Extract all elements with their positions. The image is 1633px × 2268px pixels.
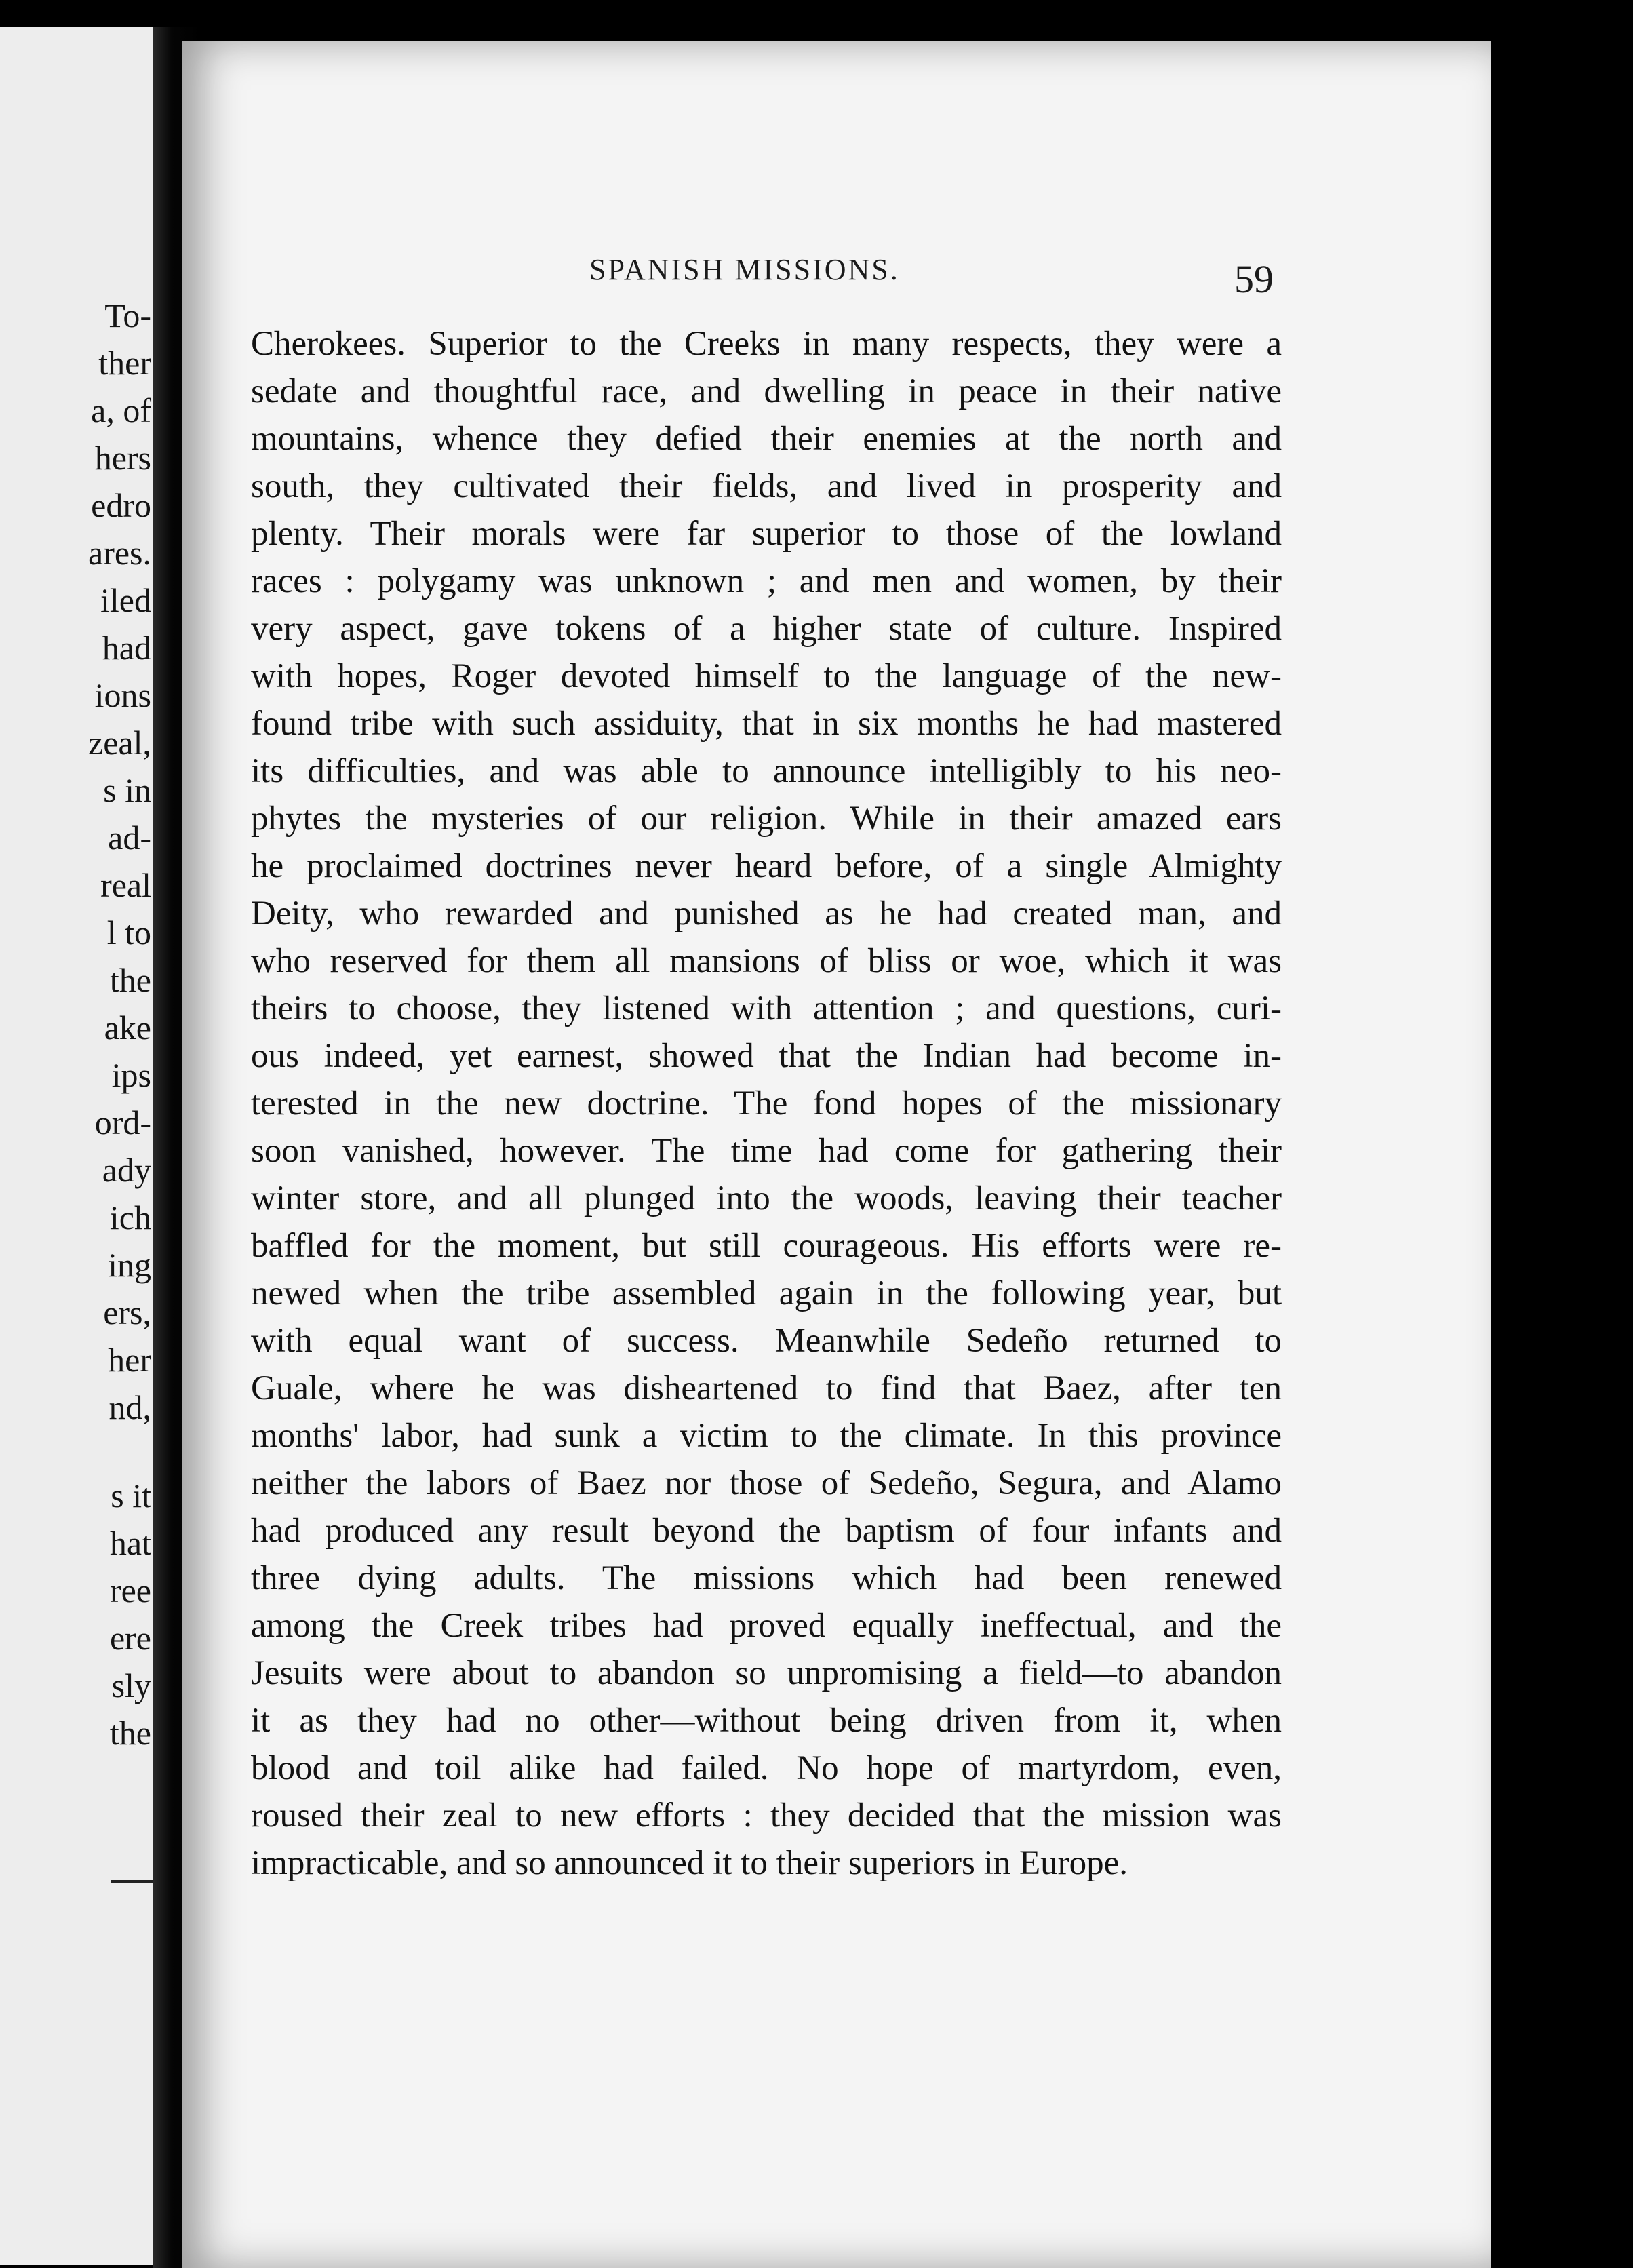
text-line: its difficulties, and was able to announce intelligibly to his neo- <box>251 752 1282 790</box>
prev-line: hat <box>109 1524 151 1562</box>
prev-line: s it <box>111 1477 151 1514</box>
prev-line: the <box>109 1714 151 1752</box>
text-line: baffled for the moment, but still courageous. His efforts were re- <box>251 1227 1282 1265</box>
page-number: 59 <box>1234 257 1274 301</box>
prev-line: ich <box>109 1198 151 1236</box>
text-line: very aspect, gave tokens of a higher state of culture. Inspired <box>251 610 1282 648</box>
prev-line: had <box>102 629 151 667</box>
prev-line: zeal, <box>88 724 151 762</box>
prev-line: nd, <box>109 1388 151 1426</box>
prev-line: ares. <box>88 534 151 572</box>
prev-line: ions <box>94 676 151 714</box>
prev-line: ady <box>102 1151 151 1189</box>
text-line: impracticable, and so announced it to their superiors in Europe. <box>251 1844 1128 1882</box>
text-line: three dying adults. The missions which had been renewed <box>251 1559 1282 1597</box>
text-line: neither the labors of Baez nor those of Sedeño, Segura, and Alamo <box>251 1464 1282 1502</box>
text-line: soon vanished, however. The time had come for gathering their <box>251 1132 1282 1170</box>
prev-line: her <box>108 1341 151 1379</box>
prev-line: the <box>109 961 151 999</box>
text-line: with hopes, Roger devoted himself to the language of the new- <box>251 657 1282 695</box>
text-line: he proclaimed doctrines never heard before, of a single Almighty <box>251 847 1282 885</box>
prev-line: ers, <box>103 1293 151 1331</box>
text-line: ous indeed, yet earnest, showed that the Indian had become in- <box>251 1037 1282 1075</box>
prev-line: hers <box>94 439 151 477</box>
prev-line: ake <box>104 1009 151 1047</box>
prev-line: ad- <box>108 819 151 857</box>
prev-line: edro <box>91 486 151 524</box>
text-line: phytes the mysteries of our religion. While in their amazed ears <box>251 800 1282 838</box>
prev-page-rule <box>111 1880 153 1883</box>
text-line: found tribe with such assiduity, that in six months he had mastered <box>251 705 1282 743</box>
text-line: Guale, where he was disheartened to find that Baez, after ten <box>251 1369 1282 1407</box>
text-line: terested in the new doctrine. The fond hopes of the missionary <box>251 1084 1282 1122</box>
text-line: who reserved for them all mansions of bliss or woe, which it was <box>251 942 1282 980</box>
prev-line: ips <box>111 1056 151 1094</box>
text-line: newed when the tribe assembled again in the following year, but <box>251 1274 1282 1312</box>
text-line: it as they had no other—without being driven from it, when <box>251 1702 1282 1740</box>
text-line: theirs to choose, they listened with attention ; and questions, curi- <box>251 990 1282 1028</box>
previous-page-edge <box>0 27 166 2265</box>
prev-line: sly <box>111 1666 151 1704</box>
text-line: roused their zeal to new efforts : they decided that the mission was <box>251 1797 1282 1835</box>
text-line: south, they cultivated their fields, and lived in prosperity and <box>251 467 1282 505</box>
prev-line: real <box>100 866 151 904</box>
prev-line: ree <box>109 1571 151 1609</box>
running-head: SPANISH MISSIONS. <box>589 253 900 286</box>
text-line: Jesuits were about to abandon so unpromising a field—to abandon <box>251 1654 1282 1692</box>
prev-line: ther <box>98 344 151 382</box>
text-line: plenty. Their morals were far superior to those of the lowland <box>251 515 1282 553</box>
text-line: blood and toil alike had failed. No hope of martyrdom, even, <box>251 1749 1282 1787</box>
text-line: with equal want of success. Meanwhile Sedeño returned to <box>251 1322 1282 1360</box>
text-line: races : polygamy was unknown ; and men and women, by their <box>251 562 1282 600</box>
prev-line: To- <box>104 296 151 334</box>
text-line: Cherokees. Superior to the Creeks in many respects, they were a <box>251 325 1282 363</box>
prev-line: l to <box>106 914 151 952</box>
text-line: mountains, whence they defied their enemies at the north and <box>251 420 1282 458</box>
prev-line: ord- <box>94 1103 151 1141</box>
text-line: winter store, and all plunged into the woods, leaving their teacher <box>251 1179 1282 1217</box>
prev-line: s in <box>103 771 151 809</box>
prev-line: ing <box>108 1246 151 1284</box>
text-line: had produced any result beyond the baptism of four infants and <box>251 1512 1282 1550</box>
text-line: months' labor, had sunk a victim to the climate. In this province <box>251 1417 1282 1455</box>
text-line: among the Creek tribes had proved equally ineffectual, and the <box>251 1607 1282 1645</box>
text-line: Deity, who rewarded and punished as he had created man, and <box>251 895 1282 933</box>
prev-line: iled <box>100 581 151 619</box>
text-line: sedate and thoughtful race, and dwelling in peace in their native <box>251 372 1282 410</box>
prev-line: ere <box>109 1619 151 1657</box>
prev-line: a, of <box>91 391 151 429</box>
